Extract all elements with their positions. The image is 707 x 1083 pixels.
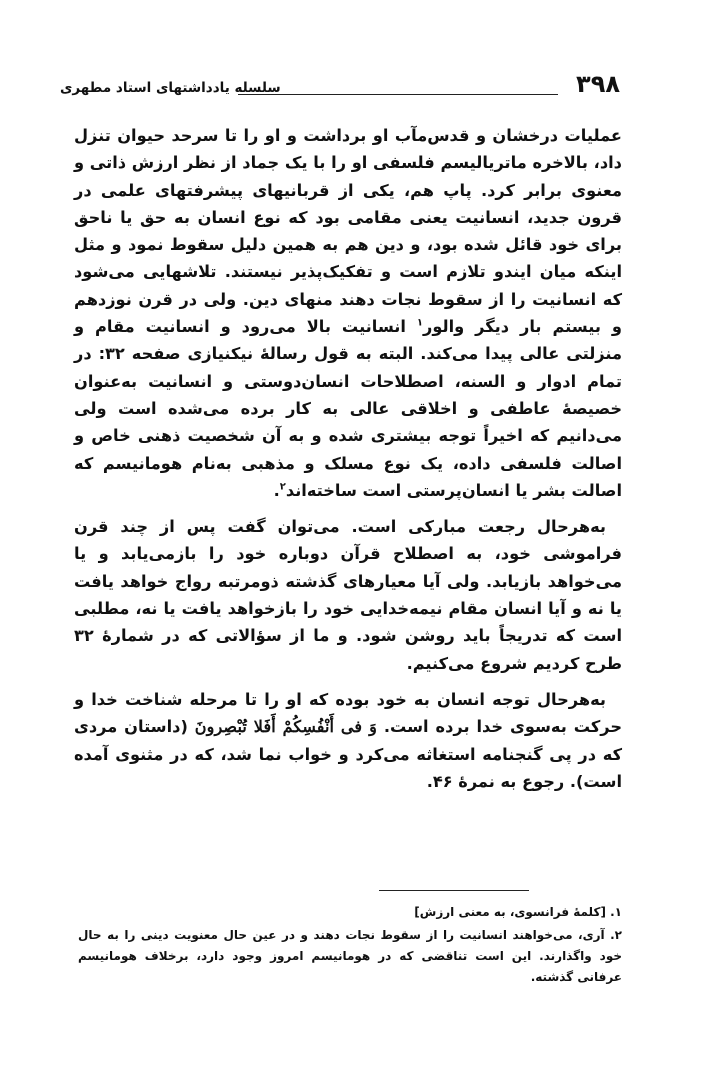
running-title: سلسله یادداشتهای استاد مطهری: [60, 80, 281, 96]
paragraph-2: [74, 513, 622, 677]
paragraph-text: به‌هرحال رجعت مبارکی است. می‌توان گفت پس از چند قرن فراموشی خود، به اصطلاح قرآن دوباره خود را بازمی‌یابد و یا می‌خواهد بازیابد. ولی آیا معیارهای گذشته ذومرتبه رواج خواهد یافت یا نه و آیا انسان مقام نیمه‌خدایی خود را بازخواهد یافت یا نه، مطلبی است که تدریجاً باید روشن شود. و ما از سؤالاتی که در شمارهٔ ۳۲ طرح کردیم شروع می‌کنیم.: [74, 517, 622, 673]
body-text: [74, 122, 622, 795]
page-number: ۳۹۸: [576, 70, 620, 98]
paragraph-1: [74, 122, 622, 504]
header-rule: [238, 94, 558, 95]
footnote-separator: [379, 890, 529, 891]
footnote-2: ۲. آری، می‌خواهند انسانیت را از سقوط نجات دهند و در عین حال معنویت دینی را به حال خود واگذارند. این است تناقضی که در هومانیسم امروز وجود دارد، برخلاف هومانیسم عرفانی گذشته.: [78, 928, 622, 984]
page-header: [60, 70, 620, 106]
footnote-ref-1[interactable]: ۱: [416, 317, 424, 329]
footnotes: [78, 902, 622, 988]
footnote-ref-2[interactable]: ۲: [279, 481, 286, 493]
footnote-1: ۱. [کلمهٔ فرانسوی، به معنی ارزش]: [414, 905, 622, 919]
quran-verse: وَ فی أَنْفُسِکُمْ أَفَلا تُبْصِرونَ: [194, 717, 377, 737]
paragraph-3: [74, 686, 622, 795]
paragraph-text: به‌هرحال توجه انسان به خود بوده که او را تا مرحله شناخت خدا و حرکت به‌سوی خدا برده است.: [74, 689, 623, 737]
paragraph-text: .: [273, 480, 280, 500]
paragraph-text: (داستان مردی که در پی گنجنامه استغاثه می‌کرد و خواب نما شد، که در مثنوی آمده است). رجوع به نمرهٔ ۴۶.: [74, 717, 622, 791]
paragraph-text: عملیات درخشان و قدس‌مآب او برداشت و او را تا سرحد حیوان تنزل داد، بالاخره ماتریالیسم فلسفی او را با یک جماد از نظر ارزش ذاتی و معنوی برابر کرد. پاپ هم، یکی از قربانیهای پیشرفتهای علمی در قرون جدید، انسانیت یعنی مقامی بود که نوع انسان به حق یا ناحق برای خود قائل شده بود، و دین هم به همین دلیل سقوط نمود و مثل اینکه میان ایندو تلازم است و تفکیک‌پذیر نیستند. تلاشهایی می‌شود که انسانیت را از سقوط نجات دهند منهای دین. ولی در قرن نوزدهم و بیستم بار دیگر والور: [74, 126, 622, 337]
paragraph-text: انسانیت بالا می‌رود و انسانیت مقام و منزلتی عالی پیدا می‌کند. البته به قول رسالهٔ نیکنیازی صفحه ۳۲: در تمام ادوار و السنه، اصطلاحات انسان‌دوستی و انسانیت به‌عنوان خصیصهٔ عاطفی و اخلاقی عالی به کار برده می‌شده است ولی می‌دانیم که اخیراً توجه بیشتری شده و به آن شخصیت ذهنی خاص و اصالت فلسفی داده، یک نوع مسلک و مذهبی به‌نام هومانیسم که اصالت بشر یا انسان‌پرستی است ساخته‌اند: [74, 317, 622, 500]
